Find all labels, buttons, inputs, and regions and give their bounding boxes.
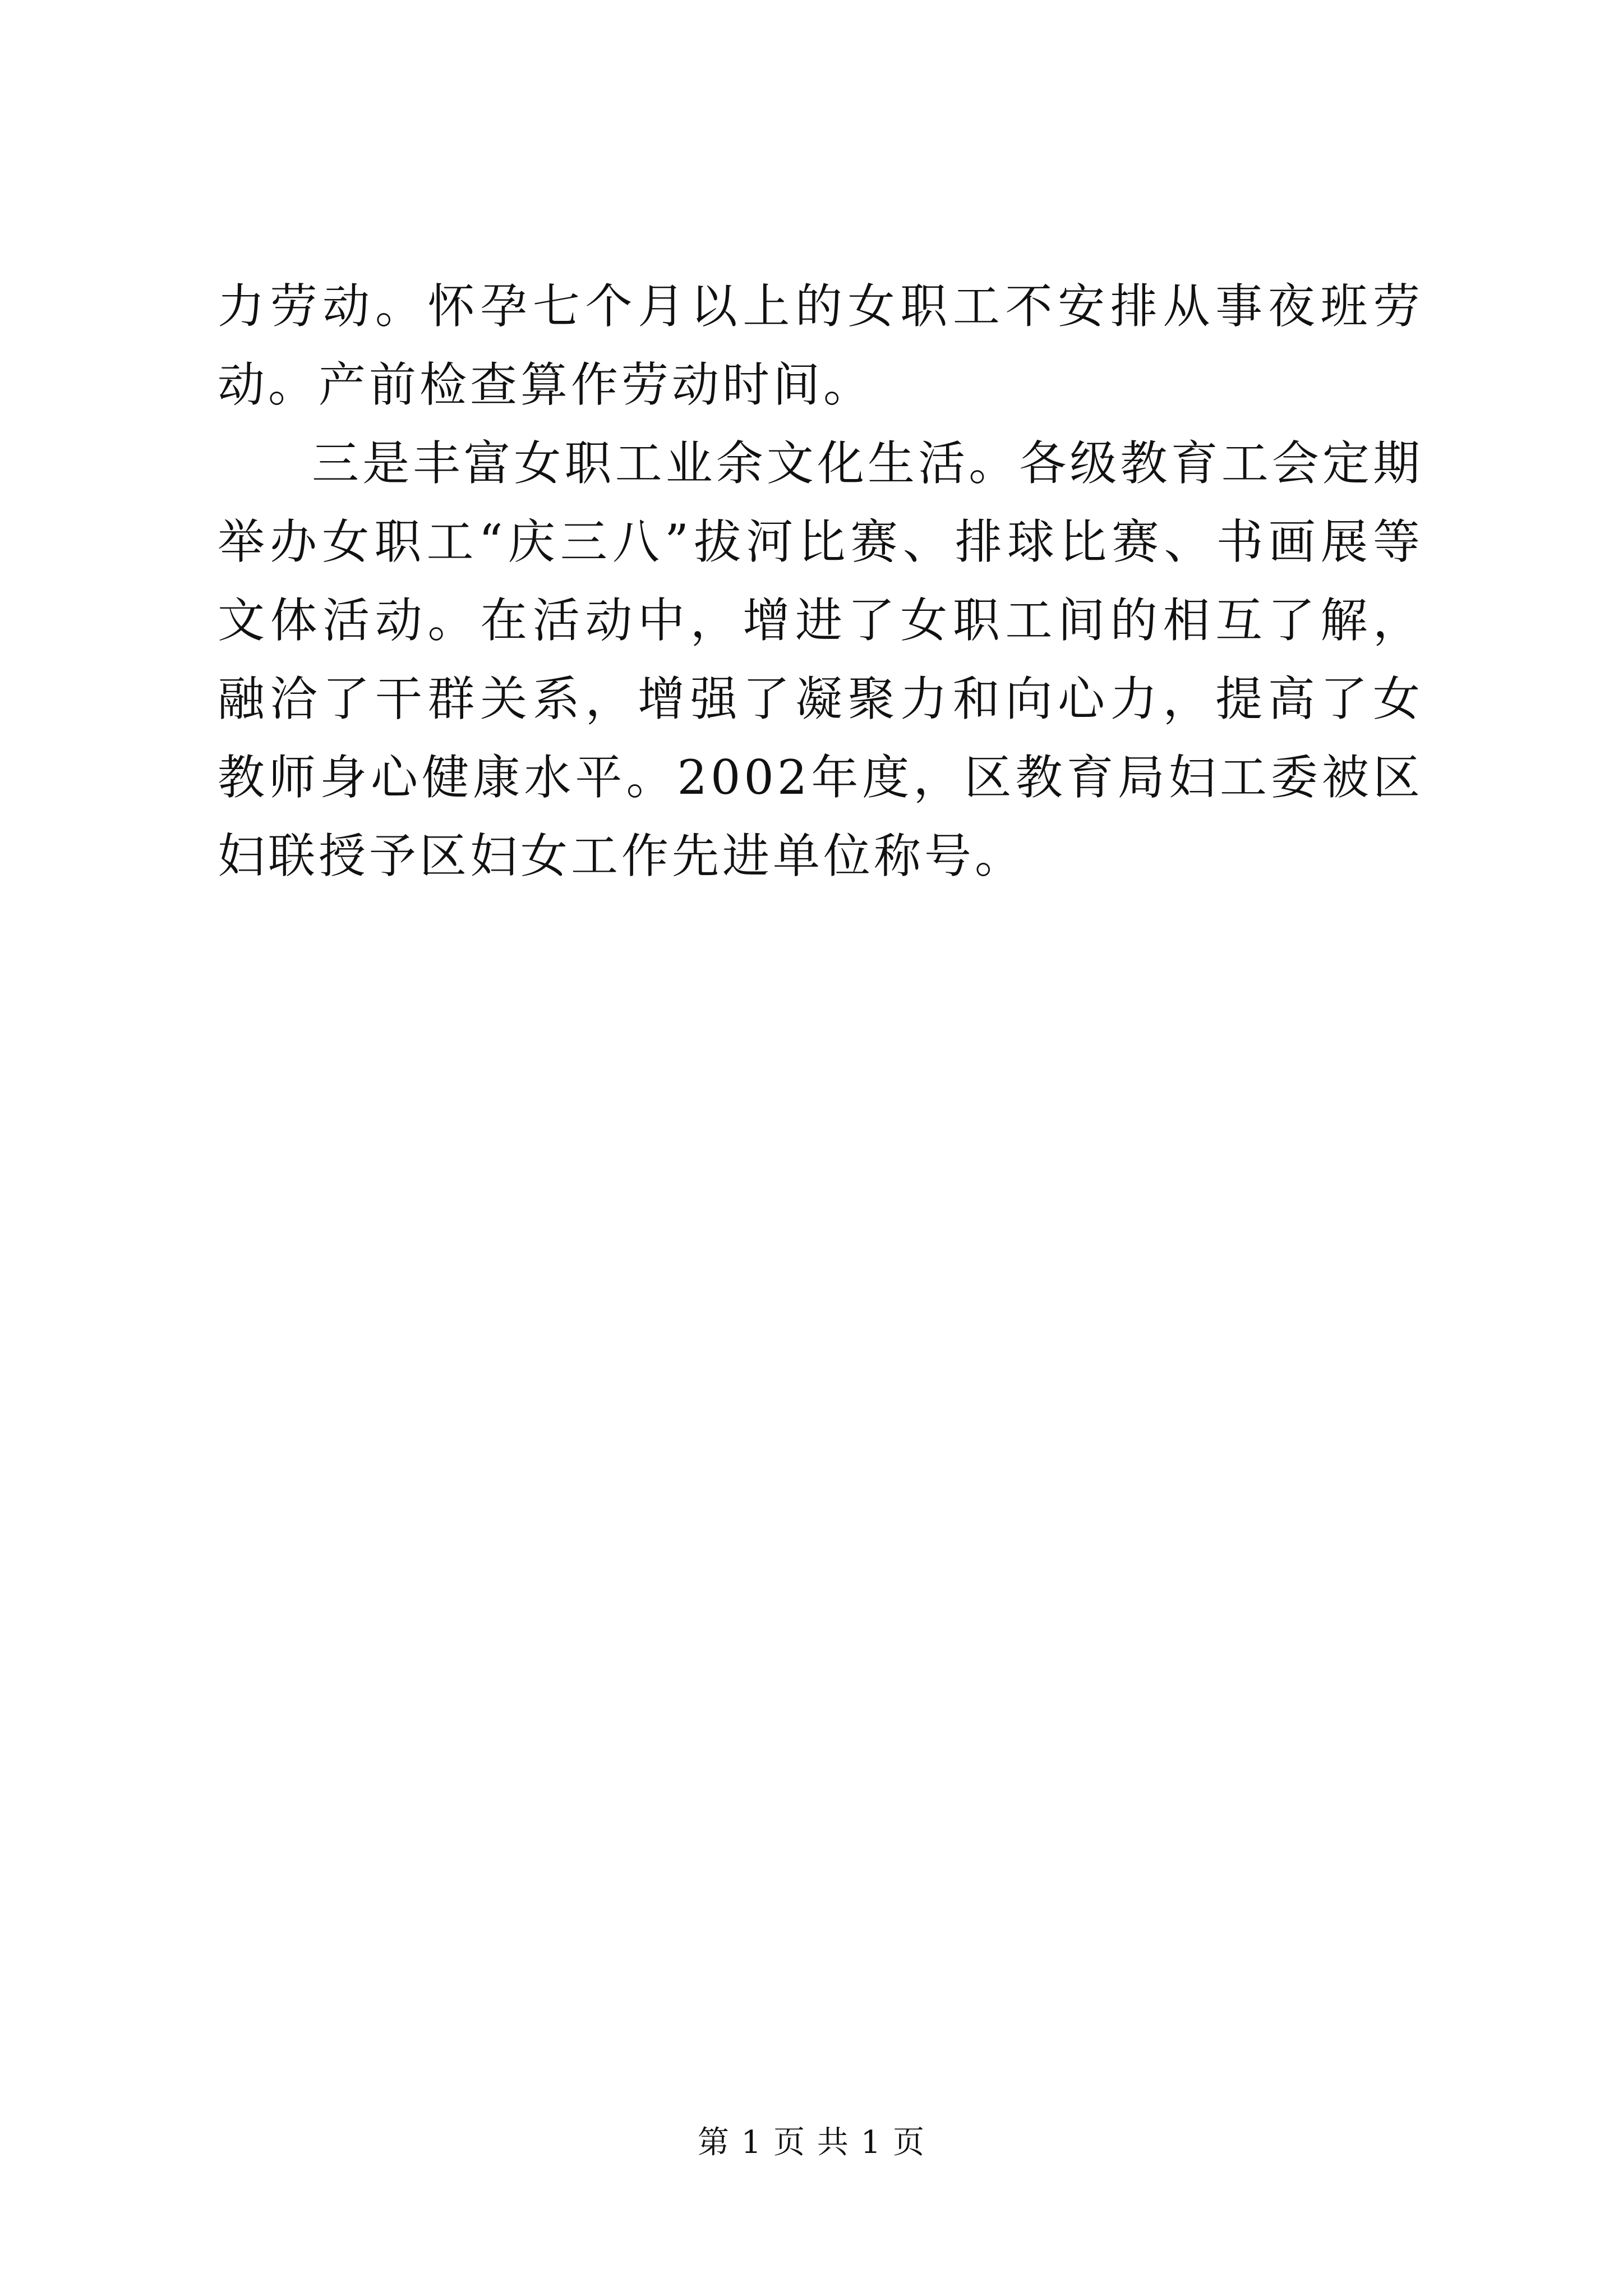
body-text xyxy=(218,267,1423,895)
paragraph-continuation: 力劳动。怀孕七个月以上的女职工不安排从事夜班劳动。产前检查算作劳动时间。 xyxy=(218,279,1423,412)
paragraph-cultural-life: 三是丰富女职工业余文化生活。各级教育工会定期举办女职工“庆三八”拔河比赛、排球比赛、书画展等文体活动。在活动中，增进了女职工间的相互了解，融洽了干群关系，增强了凝聚力和向心力，提高了女教师身心健康水平。2002年度，区教育局妇工委被区妇联授予区妇女工作先进单位称号。 xyxy=(218,436,1423,884)
page-footer: 第 1 页 共 1 页 xyxy=(697,2124,926,2161)
